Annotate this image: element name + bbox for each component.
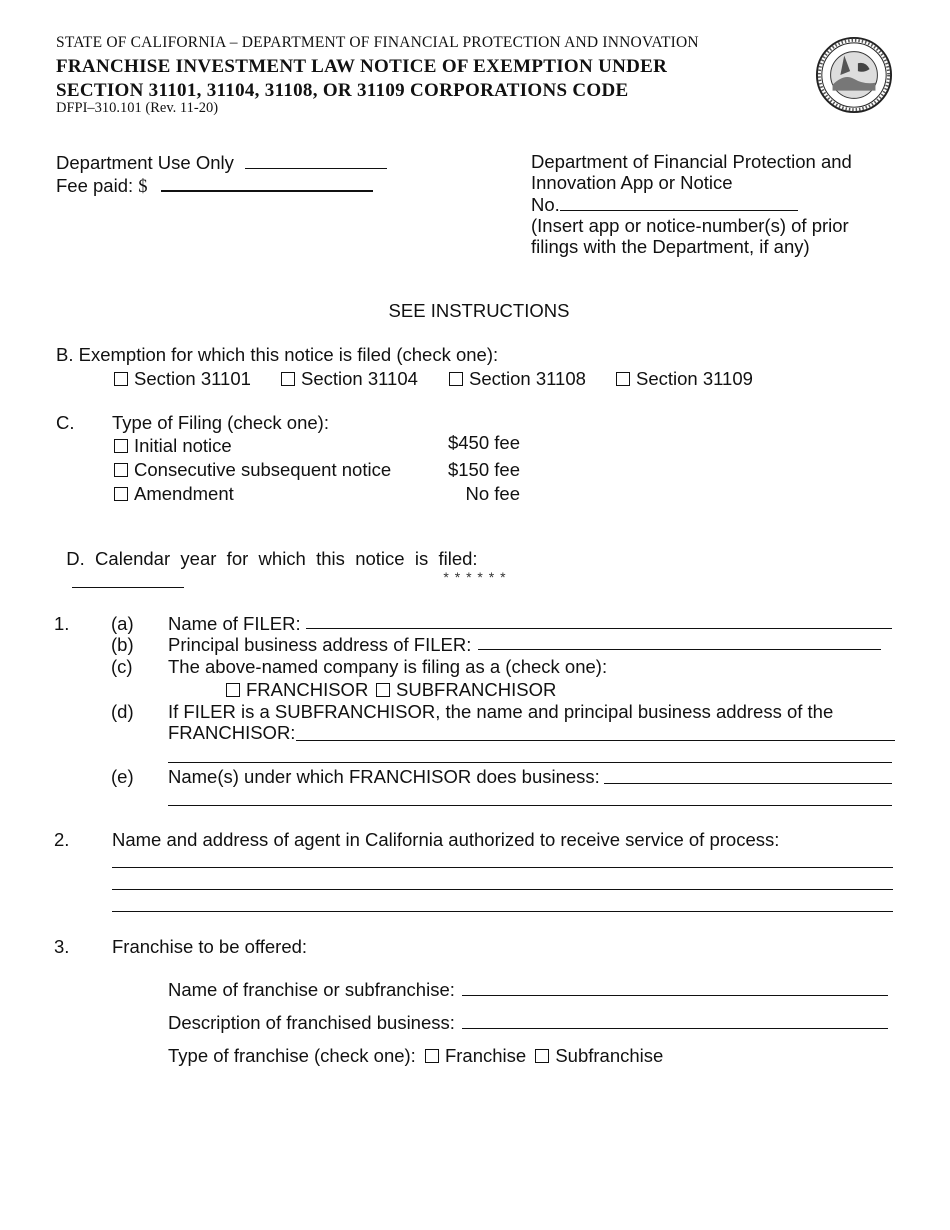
item3-label: Franchise to be offered: [112, 936, 308, 957]
app-notice-note-line2: filings with the Department, if any) [531, 236, 810, 257]
item1b-letter: (b) [111, 634, 134, 655]
checkbox-icon[interactable] [616, 372, 630, 386]
fee-paid-label: Fee paid: [56, 175, 134, 196]
franchise-type-label: Type of franchise (check one): [168, 1045, 416, 1066]
separator-asterisks: * * * * * * [443, 569, 507, 585]
app-notice-line1: Department of Financial Protection and [531, 151, 852, 172]
checkbox-icon[interactable] [449, 372, 463, 386]
filing-as-subfranchisor[interactable] [376, 679, 556, 701]
option-label: SUBFRANCHISOR [396, 679, 557, 700]
franchise-description-field[interactable] [462, 1028, 888, 1029]
item2-number: 2. [54, 829, 70, 850]
option-label: Section 31101 [134, 368, 251, 389]
section-c-label: Type of Filing (check one): [112, 412, 329, 433]
item1e-letter: (e) [111, 766, 134, 787]
app-notice-number [531, 193, 798, 216]
fee-consecutive: $150 fee [447, 459, 520, 480]
item1-number: 1. [54, 613, 70, 634]
item1a-label: Name of FILER: [168, 613, 301, 634]
option-label: Franchise [444, 1045, 527, 1066]
checkbox-icon[interactable] [376, 683, 390, 697]
fee-amendment: No fee [465, 483, 520, 504]
filing-type-initial[interactable] [114, 435, 232, 457]
checkbox-icon[interactable] [114, 372, 128, 386]
app-notice-note-line1: (Insert app or notice-number(s) of prior [531, 215, 849, 236]
item2-label: Name and address of agent in California authorized to receive service of process: [112, 829, 780, 850]
option-label: Initial notice [134, 435, 232, 456]
item1c-label: The above-named company is filing as a (check one): [168, 656, 608, 677]
franchisor-dba-field[interactable] [604, 783, 892, 784]
section-b-label: B. Exemption for which this notice is filed (check one): [56, 344, 499, 365]
item1c-letter: (c) [111, 656, 133, 677]
item1d-letter: (d) [111, 701, 134, 722]
item1e-label: Name(s) under which FRANCHISOR does business: [168, 766, 600, 787]
filing-type-consecutive[interactable] [114, 459, 391, 481]
option-label: FRANCHISOR [246, 679, 369, 700]
section-c-letter: C. [56, 412, 75, 433]
item1d-label: If FILER is a SUBFRANCHISOR, the name and principal business address of the [168, 701, 834, 722]
department-use-label: Department Use Only [56, 152, 234, 173]
section-b-option-31109[interactable] [616, 368, 753, 390]
franchise-type-option-subfranchise[interactable] [535, 1045, 663, 1067]
checkbox-icon[interactable] [425, 1049, 439, 1063]
fee-paid-field[interactable] [161, 173, 373, 192]
franchise-name-label: Name of franchise or subfranchise: [168, 979, 455, 1000]
agent-field-line1[interactable] [112, 867, 893, 868]
app-notice-no-label: No. [531, 194, 560, 215]
form-title-line2: SECTION 31101, 31104, 31108, OR 31109 CORPORATIONS CODE [56, 80, 629, 101]
form-number: DFPI–310.101 (Rev. 11-20) [56, 100, 219, 116]
option-label: Subfranchise [555, 1045, 664, 1066]
app-notice-number-field[interactable] [560, 193, 798, 211]
agent-field-line3[interactable] [112, 911, 893, 912]
fee-currency: $ [138, 177, 148, 197]
option-label: Section 31109 [636, 368, 753, 389]
filing-as-franchisor[interactable] [226, 679, 368, 701]
california-state-seal-icon [815, 36, 893, 114]
fee-initial: $450 fee [447, 432, 520, 453]
franchisor-name-address-field-line2[interactable] [168, 762, 892, 763]
form-title-line1: FRANCHISE INVESTMENT LAW NOTICE OF EXEMPTION UNDER [56, 56, 668, 77]
department-use-only [56, 151, 387, 174]
agency-header: STATE OF CALIFORNIA – DEPARTMENT OF FINANCIAL PROTECTION AND INNOVATION [56, 34, 699, 51]
item1a-letter: (a) [111, 613, 134, 634]
see-instructions: SEE INSTRUCTIONS [388, 300, 570, 321]
option-label: Consecutive subsequent notice [134, 459, 392, 480]
agent-field-line2[interactable] [112, 889, 893, 890]
fee-paid [56, 173, 373, 198]
franchise-type [168, 1045, 663, 1067]
item1d-label2: FRANCHISOR: [168, 722, 296, 743]
franchise-name-field[interactable] [462, 995, 888, 996]
checkbox-icon[interactable] [114, 439, 128, 453]
filer-name-field[interactable] [306, 628, 892, 629]
checkbox-icon[interactable] [114, 463, 128, 477]
franchise-description-label: Description of franchised business: [168, 1012, 455, 1033]
franchise-type-option-franchise[interactable] [425, 1045, 526, 1067]
option-label: Amendment [134, 483, 234, 504]
option-label: Section 31108 [469, 368, 586, 389]
checkbox-icon[interactable] [281, 372, 295, 386]
franchisor-name-address-field[interactable] [296, 740, 895, 741]
checkbox-icon[interactable] [226, 683, 240, 697]
filer-address-field[interactable] [478, 649, 881, 650]
section-b-option-31108[interactable] [449, 368, 586, 390]
section-b-option-31101[interactable] [114, 368, 251, 390]
checkbox-icon[interactable] [535, 1049, 549, 1063]
department-use-field[interactable] [245, 151, 387, 169]
item3-number: 3. [54, 936, 70, 957]
app-notice-line2: Innovation App or Notice [531, 172, 733, 193]
checkbox-icon[interactable] [114, 487, 128, 501]
section-d-label: D. Calendar year for which this notice is filed: [66, 548, 478, 569]
franchisor-dba-field-line2[interactable] [168, 805, 892, 806]
filing-type-amendment[interactable] [114, 483, 234, 505]
section-b-option-31104[interactable] [281, 368, 418, 390]
item1b-label: Principal business address of FILER: [168, 634, 472, 655]
option-label: Section 31104 [301, 368, 418, 389]
